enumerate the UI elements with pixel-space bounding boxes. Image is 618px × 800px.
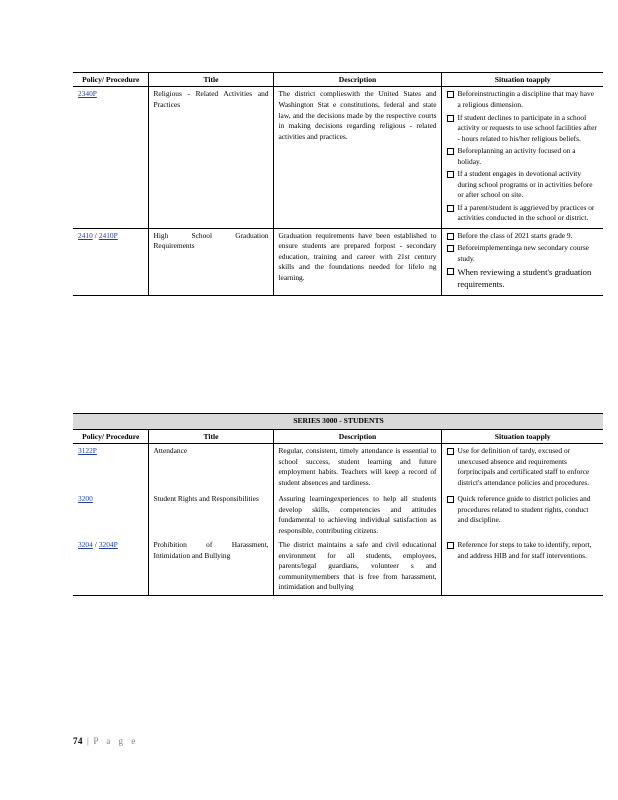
situation-cell [441,444,603,493]
policy-links-cell: 3204 / 3204P [73,538,148,595]
checkbox-bullet-icon [447,115,454,122]
header-policy: Policy/ Procedure [73,429,148,443]
series-banner-row [73,414,603,430]
checkbox-bullet-icon [447,91,454,98]
policy-title: High School Graduation Requirements [148,228,273,295]
checkbox-bullet-icon [447,542,454,549]
table-row [73,444,603,493]
policy-description: The district complieswith the United States and Washington Stat e constitutions, federal and state law, and the decisions made by the respective courts in making decisions regarding religious - related activities and practices. [273,87,441,228]
checkbox-bullet-icon [447,448,454,455]
policy-table-3000 [73,413,603,596]
situation-cell [441,538,603,595]
policy-title: Attendance [148,444,273,493]
policy-description: Regular, consistent, timely attendance is essential to school success, student learning and future employment habits. Teachers will keep a record of student absences and tardiness. [273,444,441,493]
policy-description: Assuring learningexperiences to help all students develop skills, competencies and attitudes fundamental to achieving individual satisfaction as responsible, contributing citizens. [273,492,441,538]
policy-table-2000 [73,72,603,296]
situation-item: Use for definition of tardy, excused or unexcused absence and requirements forprincipals and certificated staff to enforce district's attendance policies and procedures. [447,446,600,488]
situation-item: Quick reference guide to district policies and procedures related to student rights, conduct and discipline. [447,494,600,526]
policy-links-cell [73,87,148,228]
checkbox-bullet-icon [447,171,454,178]
situation-item: Reference for steps to take to identify, report, and address HIB and for staff interventions. [447,540,600,561]
checkbox-bullet-icon [447,268,454,275]
header-policy: Policy/ Procedure [73,73,148,87]
policy-link[interactable]: 2410 [78,230,93,240]
situation-item: If student declines to participate in a school activity or requests to use school facilities after - hours related to his/her religious beliefs. [447,113,600,145]
checkbox-bullet-icon [447,233,454,240]
header-title: Title [148,73,273,87]
page-footer [73,736,138,746]
situation-item: If a student engages in devotional activity during school programs or in activities before or after school on site. [447,169,600,201]
policy-links-cell [73,444,148,493]
policy-description: The district maintains a safe and civil educational environment for all students, employees, parents/legal guardians, volunteer s and communitymembers that is free from harassment, intimidation and bullying [273,538,441,595]
policy-link[interactable]: 2340P [78,89,97,99]
situation-cell [441,87,603,228]
situation-item: If a parent/student is aggrieved by practices or activities conducted in the school or district. [447,203,600,224]
checkbox-bullet-icon [447,148,454,155]
table-row [73,538,603,595]
table-row [73,492,603,538]
table-row [73,87,603,228]
policy-link[interactable]: 3122P [78,446,97,456]
header-description: Description [273,73,441,87]
situation-item: Before the class of 2021 starts grade 9. [447,231,600,242]
header-title: Title [148,429,273,443]
table-header-row [73,73,603,87]
table-header-row [73,429,603,443]
header-situation: Situation toapply [441,429,603,443]
table-row [73,228,603,295]
situation-item: Beforeimplementinga new secondary course study. [447,243,600,264]
policy-link[interactable]: 3200 [78,494,93,504]
policy-title: Student Rights and Responsibilities [148,492,273,538]
policy-links-cell [73,492,148,538]
policy-links-cell: 2410 / 2410P [73,228,148,295]
checkbox-bullet-icon [447,245,454,252]
policy-description: Graduation requirements have been established to ensure students are prepared forpost - secondary education, training and career with 21st century skills and the foundations needed for lifelo ng learning. [273,228,441,295]
series-title: SERIES 3000 - STUDENTS [73,414,603,430]
checkbox-bullet-icon [447,205,454,212]
header-description: Description [273,429,441,443]
situation-cell [441,228,603,295]
page-label: P a g e [93,736,139,746]
checkbox-bullet-icon [447,496,454,503]
page-number: 74 [73,736,83,746]
situation-cell [441,492,603,538]
procedure-link[interactable]: 3204P [98,540,118,550]
procedure-link[interactable]: 2410P [98,230,118,240]
policy-title: Prohibition of Harassment, Intimidation and Bullying [148,538,273,595]
header-situation: Situation toapply [441,73,603,87]
footer-separator: | [87,736,90,746]
situation-item: Beforeplanning an activity focused on a holiday. [447,146,600,167]
policy-title: Religious - Related Activities and Practices [148,87,273,228]
situation-item: When reviewing a student's graduation requirements. [447,266,600,290]
situation-item: Beforeinstructingin a discipline that may have a religious dimension. [447,89,600,110]
policy-link[interactable]: 3204 [78,540,93,550]
